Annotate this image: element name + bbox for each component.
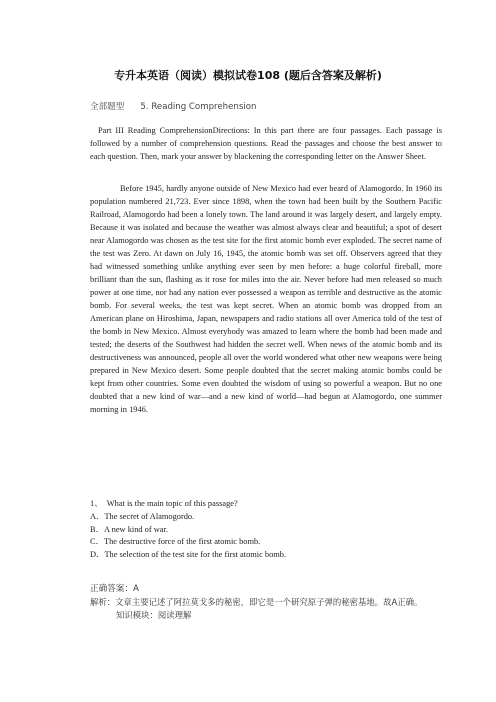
answer-value: A	[132, 584, 139, 594]
question-block	[90, 498, 442, 562]
option-text: A new kind of war.	[103, 524, 168, 534]
analysis-text: 解析：文章主要记述了阿拉莫戈多的秘密，即它是一个研究原子弹的秘密基地。故A正确。	[90, 597, 423, 607]
page-title: 专升本英语（阅读）模拟试卷108 (题后含答案及解析)	[114, 69, 382, 82]
instructions-paragraph: Part III Reading ComprehensionDirections: In this part there are four passages. Each passage is followed by a number of comprehension questions. Read the passages and choose the best answer to each question. Then, mark your answer by blackening the corresponding letter on the Answer Sheet.	[90, 126, 442, 161]
option-b[interactable]	[90, 524, 442, 537]
correct-answer	[90, 582, 139, 594]
option-letter: B．	[90, 524, 104, 534]
option-text: The secret of Alamogordo.	[104, 511, 195, 521]
question-text: What is the main topic of this passage?	[106, 499, 238, 508]
breadcrumb	[90, 100, 256, 112]
option-a[interactable]	[90, 511, 442, 524]
option-letter: C．	[90, 537, 104, 547]
answer-label: 正确答案：	[90, 584, 133, 594]
option-letter: A．	[90, 511, 105, 521]
option-text: The selection of the test site for the first atomic bomb.	[104, 550, 287, 560]
reading-passage: Before 1945, hardly anyone outside of New Mexico had ever heard of Alamogordo. In 1960 its population numbered 21,723. Ever since 1898, when the town had been built by the Southern Pacific Railroad, Alamogordo had been a lonely town. The land around it was largely desert, and largely empty. Because it was isolated and because the weather was almost always clear and beautiful; a spot of desert near Alamogordo was chosen as the test site for the first atomic bomb ever exploded. The secret name of the test was Zero. At dawn on July 16, 1945, the atomic bomb was set off. Observers agreed that they had witnessed something unlike anything ever seen by men before: a huge colorful fireball, more brilliant than the sun, flashing as it rose for miles into the air. Never before had men released so much power at one time, nor had any nation ever possessed a weapon as terrible and destructive as the atomic bomb. For several weeks, the test was kept secret. When an atomic bomb was dropped from an American plane on Hiroshima, Japan, newspapers and radio stations all over America told of the test of the bomb in New Mexico. Almost everybody was amazed to learn where the bomb had been made and tested; the deserts of the Southwest had hidden the secret well. When news of the atomic bomb and its destructiveness was announced, people all over the world wondered what other new weapons were being prepared in New Mexico desert. Some people doubted that the secret making atomic bombs could be kept from other countries. Some even doubted the wisdom of using so powerful a weapon. But no one doubted that a new kind of war—and a new kind of world—had begun at Alamogordo, one summer morning in 1946.	[90, 184, 442, 414]
option-c[interactable]	[90, 536, 442, 549]
option-text: The destructive force of the first atomic bomb.	[103, 537, 261, 547]
section-label: 5. Reading Comprehension	[140, 102, 257, 112]
question-stem	[90, 498, 442, 511]
option-letter: D．	[90, 550, 105, 560]
answer-analysis	[90, 596, 442, 622]
option-d[interactable]	[90, 549, 442, 562]
question-type-label: 全部题型	[90, 102, 125, 112]
question-number: 1、	[90, 499, 103, 508]
knowledge-module: 知识模块：阅读理解	[116, 610, 192, 620]
